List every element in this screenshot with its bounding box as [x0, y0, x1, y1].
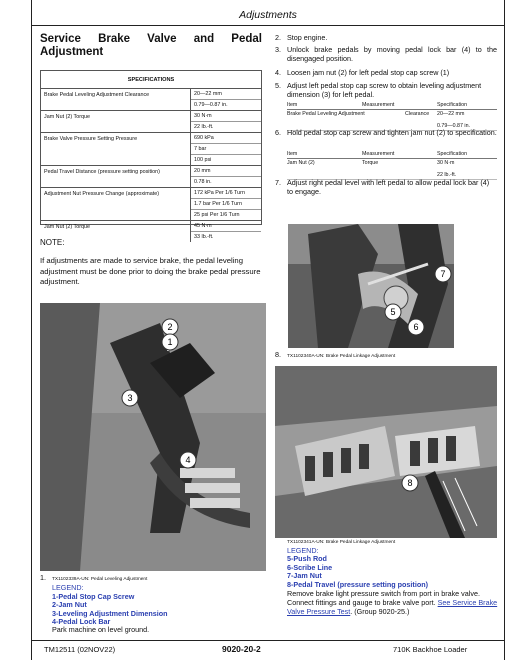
mini-table-row: Brake Pedal Leveling Adjustment Clearance 20—22 mm 0.79—0.87 in. [287, 110, 497, 131]
spec-values [191, 188, 261, 220]
title-word: and [193, 33, 215, 45]
step-text: Hold pedal stop cap screw and tighten jam nut (2) to specification. [287, 128, 497, 137]
spec-value: 100 psi [194, 157, 212, 163]
service-brake-pressure-test-link[interactable]: See Service Brake Valve Pressure Test [287, 598, 498, 617]
title-word: Pedal [231, 33, 262, 45]
legend-item-4: 4-Pedal Lock Bar [52, 617, 111, 627]
photo-brake-linkage-lower-drawing [275, 366, 497, 538]
spec-values [191, 133, 261, 165]
legend-item-5: 5-Push Rod [287, 554, 327, 564]
title-word: Brake [98, 33, 131, 45]
spec-value: 20 mm [191, 166, 261, 177]
mini-table-header: Item Measurement Specification [287, 101, 497, 110]
spec-value: 20—22 mm [191, 89, 261, 100]
section-header: Adjustments [239, 9, 297, 21]
title-line-1 [40, 33, 262, 46]
step-number: 6. [275, 128, 281, 137]
legend-right [287, 547, 501, 616]
footer-manual-id: TM12511 (02NOV22) [44, 645, 116, 654]
step-7 [275, 178, 497, 196]
step-6 [275, 128, 497, 137]
title-line-2: Adjustment [40, 46, 104, 58]
spec-label: Adjustment Nut Pressure Change (approximate) [41, 188, 191, 220]
legend-item-6: 6-Scribe Line [287, 562, 333, 572]
spec-label: Jam Nut (2) Torque [41, 221, 191, 242]
callout-1: 1 [167, 337, 173, 347]
spec-value: 7 bar [191, 144, 261, 155]
legend-item-7: 7-Jam Nut [287, 571, 322, 581]
park-instruction: Park machine on level ground. [52, 625, 150, 635]
spec-value: 33 lb.-ft. [194, 234, 214, 240]
leveling-mini-table [287, 101, 497, 131]
legend-item-8: 8-Pedal Travel (pressure setting position) [287, 579, 428, 589]
note-label: NOTE: [40, 238, 65, 247]
jam-nut-mini-table [287, 150, 497, 180]
spec-label: Brake Pedal Leveling Adjustment Clearance [41, 89, 191, 110]
spec-value: 0.78 in. [194, 179, 212, 185]
photo-pedal-leveling-drawing [40, 303, 266, 571]
callout-4: 4 [185, 455, 191, 465]
header-rule [31, 25, 505, 26]
figure-caption-upper: TX1102340A-UN: Brake Pedal Linkage Adjustment [287, 354, 396, 359]
step-number: 1. [40, 573, 46, 582]
spec-value: 25 psi Per 1/6 Turn [194, 212, 240, 218]
footer-machine-name: 710K Backhoe Loader [393, 645, 468, 654]
footer-rule [31, 640, 505, 641]
callout-5: 5 [390, 307, 396, 317]
step-8 [275, 350, 497, 361]
step-2 [275, 33, 497, 42]
photo-brake-linkage-lower [275, 366, 497, 538]
callout-2: 2 [167, 322, 173, 332]
callout-3: 3 [127, 393, 133, 403]
specifications-heading: SPECIFICATIONS [41, 71, 261, 89]
spec-values [191, 111, 261, 132]
step-number: 3. [275, 45, 281, 54]
callout-8: 8 [407, 478, 413, 488]
spec-value: 172 kPa Per 1/6 Turn [191, 188, 261, 199]
step-number: 2. [275, 33, 281, 42]
step-text: Adjust left pedal stop cap screw to obtain leveling adjustment dimension (3) for left pedal. [287, 81, 482, 99]
mini-table-header: Item Measurement Specification [287, 150, 497, 159]
step-number: 7. [275, 178, 281, 187]
step-text: Unlock brake pedals by moving pedal lock bar (4) to the disengaged position. [287, 45, 497, 63]
photo-brake-linkage-upper-drawing [288, 224, 454, 348]
spec-values [191, 166, 261, 187]
specifications-rows [41, 89, 261, 242]
spec-value: 45 N·m [191, 221, 261, 232]
step-text: Loosen jam nut (2) for left pedal stop cap screw (1) [287, 68, 450, 77]
step-number: 5. [275, 81, 281, 90]
photo-pedal-leveling [40, 303, 266, 571]
mini-table-row: Jam Nut (2) Torque 30 N·m 22 lb.-ft. [287, 159, 497, 180]
step-4 [275, 68, 497, 77]
step-text: Stop engine. [287, 33, 328, 42]
figure-caption-left: TX1102339A-UN: Pedal Leveling Adjustment [52, 577, 148, 582]
spec-value: 690 kPa [191, 133, 261, 144]
spec-value: 1.7 bar Per 1/6 Turn [191, 199, 261, 210]
title-word: Service [40, 33, 81, 45]
step-number: 4. [275, 68, 281, 77]
legend-title: LEGEND: [52, 583, 84, 593]
spec-row [41, 89, 261, 111]
legend-item-2: 2-Jam Nut [52, 600, 87, 610]
spec-value: 30 N·m [191, 111, 261, 122]
spec-value: 22 lb.-ft. [194, 124, 214, 130]
title-word: Valve [147, 33, 177, 45]
page-title [40, 33, 262, 59]
spec-value: 0.79—0.87 in. [194, 102, 228, 108]
spec-values [191, 221, 261, 242]
specifications-table [40, 70, 262, 240]
legend-left [40, 574, 266, 635]
figure-caption-lower: TX1102341A-UN: Brake Pedal Linkage Adjustment [287, 540, 396, 545]
step-text: Adjust right pedal level with left pedal to allow pedal lock bar (4) to engage. [287, 178, 490, 196]
footer-page-number: 9020-20-2 [222, 644, 261, 654]
callout-6: 6 [413, 322, 419, 332]
step-5 [275, 81, 497, 99]
spec-row [41, 133, 261, 166]
legend-item-3: 3-Leveling Adjustment Dimension [52, 608, 168, 618]
step-3 [275, 45, 497, 63]
spec-row [41, 111, 261, 133]
photo-brake-linkage-upper [288, 224, 454, 348]
legend-title: LEGEND: [287, 546, 319, 555]
spec-row [41, 188, 261, 221]
spec-label: Pedal Travel Distance (pressure setting position) [41, 166, 191, 187]
note-text: If adjustments are made to service brake, the pedal leveling adjustment must be done prior to doing the brake pedal pressure adjustment. [40, 256, 261, 286]
spec-row [41, 166, 261, 188]
spec-label: Brake Valve Pressure Setting Pressure [41, 133, 191, 165]
step-number: 8. [275, 350, 281, 359]
callout-7: 7 [440, 269, 446, 279]
spec-label: Jam Nut (2) Torque [41, 111, 191, 132]
spec-values [191, 89, 261, 110]
pressure-instructions: Remove brake light pressure switch from port in brake valve. Connect fittings and gauge to brake valve port. See Service Brake Valve Pressure Test. (Group 9020-25.) [287, 589, 498, 617]
spec-row [41, 221, 261, 242]
legend-item-1: 1-Pedal Stop Cap Screw [52, 591, 135, 601]
